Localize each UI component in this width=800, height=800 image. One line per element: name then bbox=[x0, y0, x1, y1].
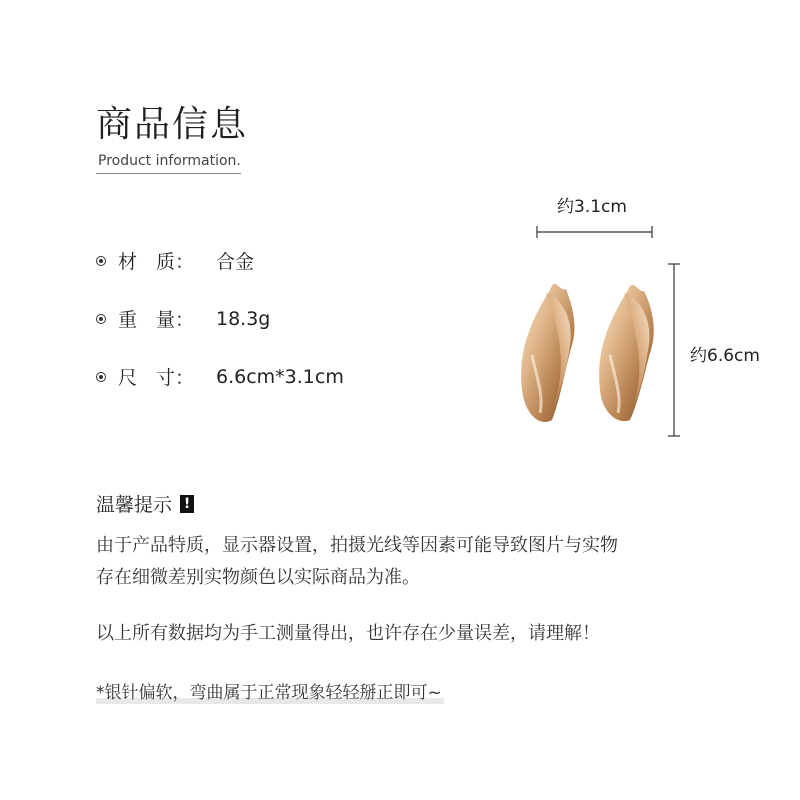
notice-title-text: 温馨提示 bbox=[96, 494, 173, 516]
width-dimension-label: 约3.1cm bbox=[557, 197, 627, 217]
subtitle-underline bbox=[96, 173, 241, 174]
page-title: 商品信息 bbox=[96, 104, 249, 145]
footnote: *银针偏软，弯曲属于正常现象轻轻掰正即可~ bbox=[96, 683, 442, 703]
spec-size bbox=[96, 363, 344, 390]
spec-value: 6.6cm*3.1cm bbox=[216, 365, 344, 388]
right-earring bbox=[599, 285, 654, 421]
spec-value: 合金 bbox=[216, 251, 255, 273]
notice-measurement-note: 以上所有数据均为手工测量得出，也许存在少量误差，请理解！ bbox=[96, 623, 600, 644]
spec-label: 尺 寸： bbox=[118, 367, 195, 389]
left-earring bbox=[521, 284, 574, 422]
page-subtitle: Product information. bbox=[98, 153, 241, 169]
notice-heading bbox=[96, 490, 194, 517]
bullet-icon bbox=[96, 256, 106, 266]
spec-material bbox=[96, 247, 254, 274]
notice-line-1: 由于产品特质，显示器设置，拍摄光线等因素可能导致图片与实物 bbox=[96, 535, 618, 556]
spec-label: 重 量： bbox=[118, 309, 195, 331]
product-image bbox=[500, 215, 700, 445]
spec-label: 材 质： bbox=[118, 251, 195, 273]
spec-weight bbox=[96, 305, 270, 332]
bullet-icon bbox=[96, 372, 106, 382]
exclamation-icon: ! bbox=[180, 495, 194, 513]
notice-line-2: 存在细微差别实物颜色以实际商品为准。 bbox=[96, 567, 420, 588]
bullet-icon bbox=[96, 314, 106, 324]
spec-value: 18.3g bbox=[216, 307, 271, 330]
height-dimension-label: 约6.6cm bbox=[690, 346, 760, 366]
